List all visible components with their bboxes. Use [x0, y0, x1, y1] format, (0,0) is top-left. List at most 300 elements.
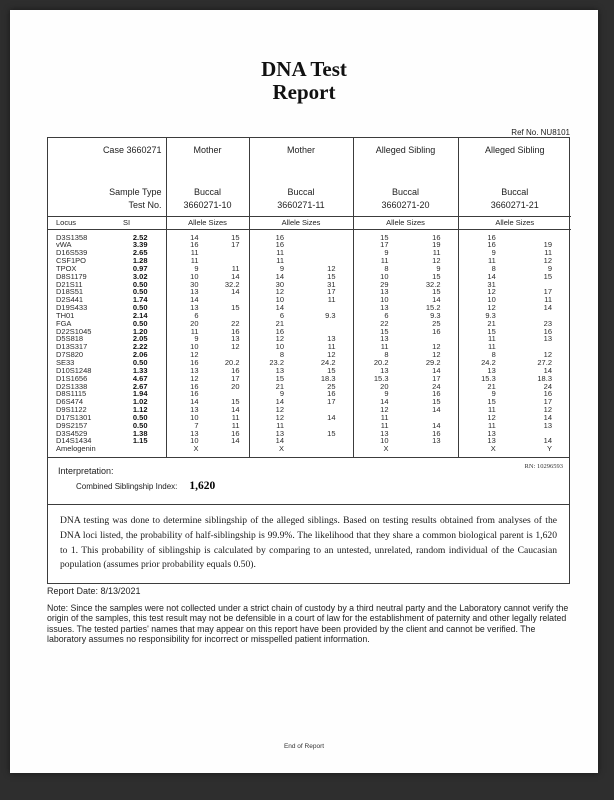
allele-value: 11 [487, 334, 496, 344]
ref-number: Ref No. NU8101 [511, 128, 570, 137]
allele-cell [353, 406, 458, 414]
allele-value: 8 [384, 350, 389, 360]
allele-cell [353, 296, 458, 304]
allele-value: 15 [487, 397, 496, 407]
si-value: 0.50 [132, 303, 148, 313]
allele-value: 16 [432, 232, 441, 242]
allele-value: 25 [327, 381, 336, 391]
allele-value: 12 [487, 303, 496, 313]
sample-role: Mother [193, 145, 222, 155]
combined-siblingship-index-label: Combined Siblingship Index: [76, 482, 178, 492]
allele-value: 16 [543, 326, 552, 336]
si-value: 0.50 [132, 420, 148, 430]
allele-value: 13 [543, 420, 552, 430]
allele-value: 11 [190, 248, 199, 258]
allele-value: 9 [194, 334, 199, 344]
table-header-row [48, 138, 571, 216]
locus-name: D6S474 [56, 397, 84, 407]
allele-value: 10 [190, 342, 199, 352]
si-value: 0.97 [132, 263, 148, 273]
allele-cell [458, 296, 571, 304]
allele-value: X [490, 444, 496, 454]
interpretation-label: Interpretation: [58, 466, 114, 477]
allele-table [48, 138, 571, 457]
allele-sizes-header: Allele Sizes [166, 216, 249, 229]
locus-name: D21S11 [56, 279, 83, 289]
allele-value: 15 [380, 326, 389, 336]
allele-value: 20 [231, 381, 240, 391]
allele-value: 14 [543, 303, 552, 313]
allele-value: 24.2 [320, 358, 336, 367]
allele-cell [353, 265, 458, 273]
allele-cell [166, 437, 249, 445]
allele-value: 12 [275, 405, 284, 415]
locus-name: TPOX [56, 263, 77, 273]
allele-value: 30 [190, 279, 199, 289]
locus-name: D3S1358 [56, 232, 88, 242]
allele-value: 13 [487, 436, 496, 446]
locus-name: D5S818 [56, 334, 84, 344]
allele-value: 11 [231, 263, 240, 273]
allele-value: 17 [231, 240, 240, 250]
test-no-label: Test No. [128, 199, 162, 210]
allele-cell [249, 406, 353, 414]
allele-cell [458, 241, 571, 249]
allele-value: 24.2 [481, 358, 496, 367]
table-subheader-row [48, 216, 571, 229]
si-value: 1.28 [132, 256, 148, 266]
si-value: 1.20 [132, 326, 148, 336]
allele-value: 12 [543, 350, 552, 360]
allele-value: 15 [432, 287, 441, 297]
sample-type: Buccal [287, 186, 315, 197]
allele-value: 13 [380, 303, 389, 313]
allele-value: 14 [275, 436, 284, 446]
si-value: 0.50 [132, 287, 148, 297]
allele-cell [458, 383, 571, 391]
summary-paragraph: DNA testing was done to determine siblingship of the alleged siblings. Based on testing results obtained from analyses of the DNA loci listed, the probability of half-siblingship is 99.9%. The likelihood that they share a common biological parent is 1,620 to 1. This probability of siblingship is calculated by comparing to an untested, unrelated, random individual of the Caucasian population (assumes prior probability equals 0.50). [48, 504, 569, 583]
locus-name: TH01 [56, 310, 75, 320]
allele-cell [353, 430, 458, 438]
allele-value: 8 [491, 350, 496, 360]
allele-value: 15 [275, 373, 284, 383]
si-value: 0.50 [132, 279, 148, 289]
locus-header: Locus [56, 218, 77, 227]
allele-value: 9 [436, 263, 441, 273]
allele-value: 16 [231, 326, 240, 336]
allele-cell [458, 312, 571, 320]
sample-role: Mother [286, 145, 315, 155]
si-value: 2.14 [132, 310, 148, 320]
allele-value: 10 [275, 342, 284, 352]
allele-cell [458, 414, 571, 422]
locus-si-header-cell [48, 216, 166, 229]
allele-value: 17 [543, 397, 552, 407]
allele-value: 11 [380, 256, 389, 266]
allele-cell [249, 390, 353, 398]
allele-value: 15 [380, 232, 389, 242]
allele-cell [249, 273, 353, 281]
sample-header-cell [458, 138, 571, 216]
allele-value: 15 [231, 232, 240, 242]
allele-value: 14 [275, 303, 284, 313]
allele-value: 13 [432, 436, 441, 446]
allele-cell [353, 281, 458, 289]
allele-cell [249, 335, 353, 343]
allele-value: 24 [543, 381, 552, 391]
allele-value: 12 [487, 412, 496, 422]
allele-value: 12 [190, 350, 199, 360]
allele-value: 16 [432, 326, 441, 336]
allele-cell [249, 281, 353, 289]
allele-value: 16 [487, 232, 496, 242]
allele-cell [458, 437, 571, 445]
allele-value: 10 [380, 271, 389, 281]
allele-value: 13 [190, 303, 199, 313]
allele-cell [249, 414, 353, 422]
allele-value: 9 [194, 263, 199, 273]
allele-value: 16 [190, 381, 199, 391]
sample-header-cell [249, 138, 353, 216]
allele-value: 15 [231, 303, 240, 313]
allele-value: 31 [327, 279, 336, 289]
locus-name: D3S4529 [56, 428, 88, 438]
allele-cell [458, 406, 571, 414]
allele-value: 29 [380, 279, 389, 289]
si-value: 2.65 [132, 248, 148, 258]
allele-cell [458, 335, 571, 343]
allele-value: 11 [276, 256, 284, 266]
allele-value: 11 [231, 420, 240, 430]
test-no: 3660271-10 [183, 199, 232, 210]
allele-value: 13 [380, 365, 389, 375]
allele-value: 11 [276, 420, 284, 430]
allele-value: 16 [231, 428, 240, 438]
allele-value: 32.2 [425, 279, 441, 289]
si-value: 2.22 [132, 342, 148, 352]
sample-role: Alleged Sibling [484, 145, 545, 155]
allele-cell [249, 437, 353, 445]
allele-cell [353, 375, 458, 383]
allele-value: 16 [432, 389, 441, 399]
locus-name: D8S1179 [56, 271, 87, 281]
allele-cell [353, 398, 458, 406]
allele-value: 10 [380, 436, 389, 446]
allele-value: 11 [432, 248, 441, 258]
locus-name: SE33 [56, 358, 75, 367]
allele-cell [353, 445, 458, 457]
si-value: 1.94 [132, 389, 148, 399]
si-value: 2.06 [132, 350, 148, 360]
allele-value: 13 [190, 287, 199, 297]
sample-type: Buccal [501, 186, 529, 197]
locus-name: D19S433 [56, 303, 88, 313]
allele-value: 14 [231, 436, 240, 446]
allele-value: 8 [491, 263, 496, 273]
report-body-box [47, 137, 570, 584]
allele-value: 16 [275, 326, 284, 336]
allele-value: 13 [487, 365, 496, 375]
allele-cell [249, 312, 353, 320]
allele-sizes-header: Allele Sizes [353, 216, 458, 229]
allele-cell [353, 229, 458, 241]
allele-cell [353, 273, 458, 281]
sample-header-cell [353, 138, 458, 216]
allele-value: 11 [190, 256, 199, 266]
allele-cell [249, 359, 353, 367]
allele-value: 31 [487, 279, 496, 289]
allele-value: 12 [432, 342, 441, 352]
allele-value: X [193, 444, 199, 454]
allele-cell [353, 437, 458, 445]
allele-value: 11 [231, 412, 240, 422]
allele-value: 11 [487, 405, 496, 415]
allele-cell [458, 265, 571, 273]
allele-value: 10 [487, 295, 496, 305]
locus-name: D7S820 [56, 350, 84, 360]
allele-value: 11 [487, 256, 496, 266]
allele-value: 10 [275, 295, 284, 305]
sample-type-label: Sample Type [109, 186, 162, 197]
locus-name: FGA [56, 318, 72, 328]
allele-value: 13 [275, 365, 284, 375]
allele-value: 10 [190, 436, 199, 446]
allele-value: 16 [190, 240, 199, 250]
allele-cell [458, 359, 571, 367]
sample-type: Buccal [193, 186, 221, 197]
si-value: 1.33 [132, 365, 148, 375]
allele-value: 12 [327, 350, 336, 360]
allele-value: 14 [487, 271, 496, 281]
allele-value: 14 [432, 420, 441, 430]
locus-name: D14S1434 [56, 436, 92, 446]
allele-value: 13 [190, 365, 199, 375]
allele-value: 12 [432, 256, 441, 266]
allele-cell [249, 422, 353, 430]
allele-cell [353, 383, 458, 391]
si-value: 2.52 [132, 232, 148, 242]
report-date: Report Date: 8/13/2021 [47, 586, 141, 596]
allele-value: 9 [491, 248, 496, 258]
allele-cell [458, 430, 571, 438]
allele-value: 14 [543, 365, 552, 375]
page-title [10, 58, 598, 104]
locus-name: D13S317 [56, 342, 88, 352]
locus-name: D9S1122 [56, 405, 87, 415]
allele-cell [353, 359, 458, 367]
si-value: 1.02 [132, 397, 148, 407]
allele-cell [353, 312, 458, 320]
allele-value: 12 [543, 256, 552, 266]
allele-cell [353, 422, 458, 430]
allele-value: 20.2 [373, 358, 389, 367]
allele-value: 13 [231, 334, 240, 344]
allele-value: 9 [279, 389, 284, 399]
allele-cell [249, 430, 353, 438]
allele-cell [353, 390, 458, 398]
allele-cell [353, 343, 458, 351]
allele-cell [166, 383, 249, 391]
allele-value: 12 [543, 405, 552, 415]
allele-cell [353, 241, 458, 249]
allele-value: 16 [231, 365, 240, 375]
allele-value: 6 [384, 310, 389, 320]
allele-cell [458, 367, 571, 375]
allele-value: 21 [275, 381, 284, 391]
allele-value: 18.3 [320, 373, 336, 383]
allele-cell [458, 343, 571, 351]
allele-cell [249, 398, 353, 406]
allele-value: 17 [327, 287, 336, 297]
allele-cell [166, 445, 249, 457]
allele-value: 15 [432, 397, 441, 407]
allele-value: 15.3 [481, 373, 496, 383]
si-value: 1.74 [132, 295, 148, 305]
allele-sizes-header: Allele Sizes [249, 216, 353, 229]
allele-cell [353, 414, 458, 422]
allele-cell [458, 304, 571, 312]
allele-cell [353, 304, 458, 312]
allele-value: 11 [544, 248, 552, 258]
allele-cell [458, 390, 571, 398]
allele-cell [458, 422, 571, 430]
allele-value: 13 [380, 334, 389, 344]
allele-value: 14 [275, 271, 284, 281]
allele-value: 17 [380, 240, 389, 250]
allele-cell [458, 375, 571, 383]
allele-cell [166, 288, 249, 296]
allele-value: 15.3 [373, 373, 389, 383]
allele-value: 12 [231, 342, 240, 352]
allele-cell [249, 343, 353, 351]
allele-value: 24 [432, 381, 441, 391]
allele-value: 13 [380, 287, 389, 297]
allele-value: 16 [190, 389, 199, 399]
allele-value: 30 [275, 279, 284, 289]
allele-cell [458, 288, 571, 296]
allele-value: 10 [190, 271, 199, 281]
allele-value: 11 [544, 295, 552, 305]
allele-cell [353, 288, 458, 296]
end-of-report-label: End of Report [283, 743, 325, 750]
allele-value: 15 [327, 365, 336, 375]
si-value: 3.02 [132, 271, 148, 281]
allele-value: 11 [380, 420, 389, 430]
allele-value: 12 [275, 287, 284, 297]
allele-cell [249, 351, 353, 359]
allele-cell [458, 445, 571, 457]
allele-value: 11 [276, 248, 284, 258]
allele-value: 29.2 [425, 358, 441, 367]
allele-value: 12 [432, 350, 441, 360]
allele-sizes-header: Allele Sizes [458, 216, 571, 229]
si-value: 3.39 [132, 240, 148, 250]
allele-cell [249, 445, 353, 457]
allele-value: 14 [275, 397, 284, 407]
locus-name: D8S1115 [56, 389, 87, 399]
locus-name: D9S2157 [56, 420, 88, 430]
allele-value: 16 [327, 389, 336, 399]
allele-cell [249, 320, 353, 328]
allele-value: 8 [384, 263, 389, 273]
allele-value: 20 [380, 381, 389, 391]
allele-value: 16 [275, 232, 284, 242]
rn-number: RN: 10296593 [524, 463, 563, 471]
allele-value: 7 [194, 420, 199, 430]
allele-value: 13 [487, 428, 496, 438]
allele-value: 15 [432, 271, 441, 281]
allele-value: 13 [275, 428, 284, 438]
allele-value: 16 [543, 389, 552, 399]
allele-cell [353, 351, 458, 359]
allele-cell [458, 257, 571, 265]
allele-value: 9 [279, 263, 284, 273]
allele-value: 16 [432, 428, 441, 438]
allele-value: 23 [543, 318, 552, 328]
allele-value: 20.2 [224, 358, 240, 367]
allele-cell [458, 328, 571, 336]
si-value: 2.67 [132, 381, 148, 391]
locus-name: CSF1PO [56, 256, 87, 266]
allele-value: 20 [190, 318, 199, 328]
allele-value: 9.3 [485, 310, 496, 320]
allele-value: 32.2 [224, 279, 240, 289]
allele-cell [249, 367, 353, 375]
si-value: 0.50 [132, 358, 148, 367]
allele-cell [249, 328, 353, 336]
locus-name: D2S441 [56, 295, 84, 305]
allele-cell [249, 304, 353, 312]
allele-cell [353, 328, 458, 336]
allele-value: 21 [487, 381, 496, 391]
allele-cell [458, 398, 571, 406]
allele-value: 9 [491, 389, 496, 399]
allele-cell [166, 304, 249, 312]
allele-value: 9 [547, 263, 552, 273]
allele-value: 16 [487, 240, 496, 250]
allele-cell [353, 249, 458, 257]
allele-cell [458, 281, 571, 289]
locus-name: D10S1248 [56, 365, 92, 375]
allele-value: 11 [327, 295, 336, 305]
allele-value: 22 [231, 318, 240, 328]
si-value: 0.50 [132, 318, 148, 328]
sample-header-cell [166, 138, 249, 216]
allele-cell [458, 229, 571, 241]
allele-value: 11 [327, 342, 336, 352]
allele-value: 13 [190, 405, 199, 415]
case-label: Case 3660271 [102, 145, 162, 155]
allele-value: 14 [327, 412, 336, 422]
allele-table-body [48, 229, 571, 457]
allele-value: 14 [190, 397, 199, 407]
allele-value: 18.3 [537, 373, 552, 383]
allele-cell [353, 320, 458, 328]
allele-value: 12 [275, 334, 284, 344]
interpretation-section [48, 457, 569, 504]
allele-value: 14 [432, 365, 441, 375]
allele-value: X [278, 444, 284, 454]
allele-value: 15 [327, 271, 336, 281]
locus-name: D1S1656 [56, 373, 88, 383]
allele-value: 14 [190, 232, 199, 242]
allele-cell [166, 241, 249, 249]
sample-role: Alleged Sibling [375, 145, 436, 155]
allele-value: 9.3 [430, 310, 441, 320]
allele-value: 13 [380, 428, 389, 438]
allele-cell [249, 257, 353, 265]
allele-value: 9 [384, 248, 389, 258]
